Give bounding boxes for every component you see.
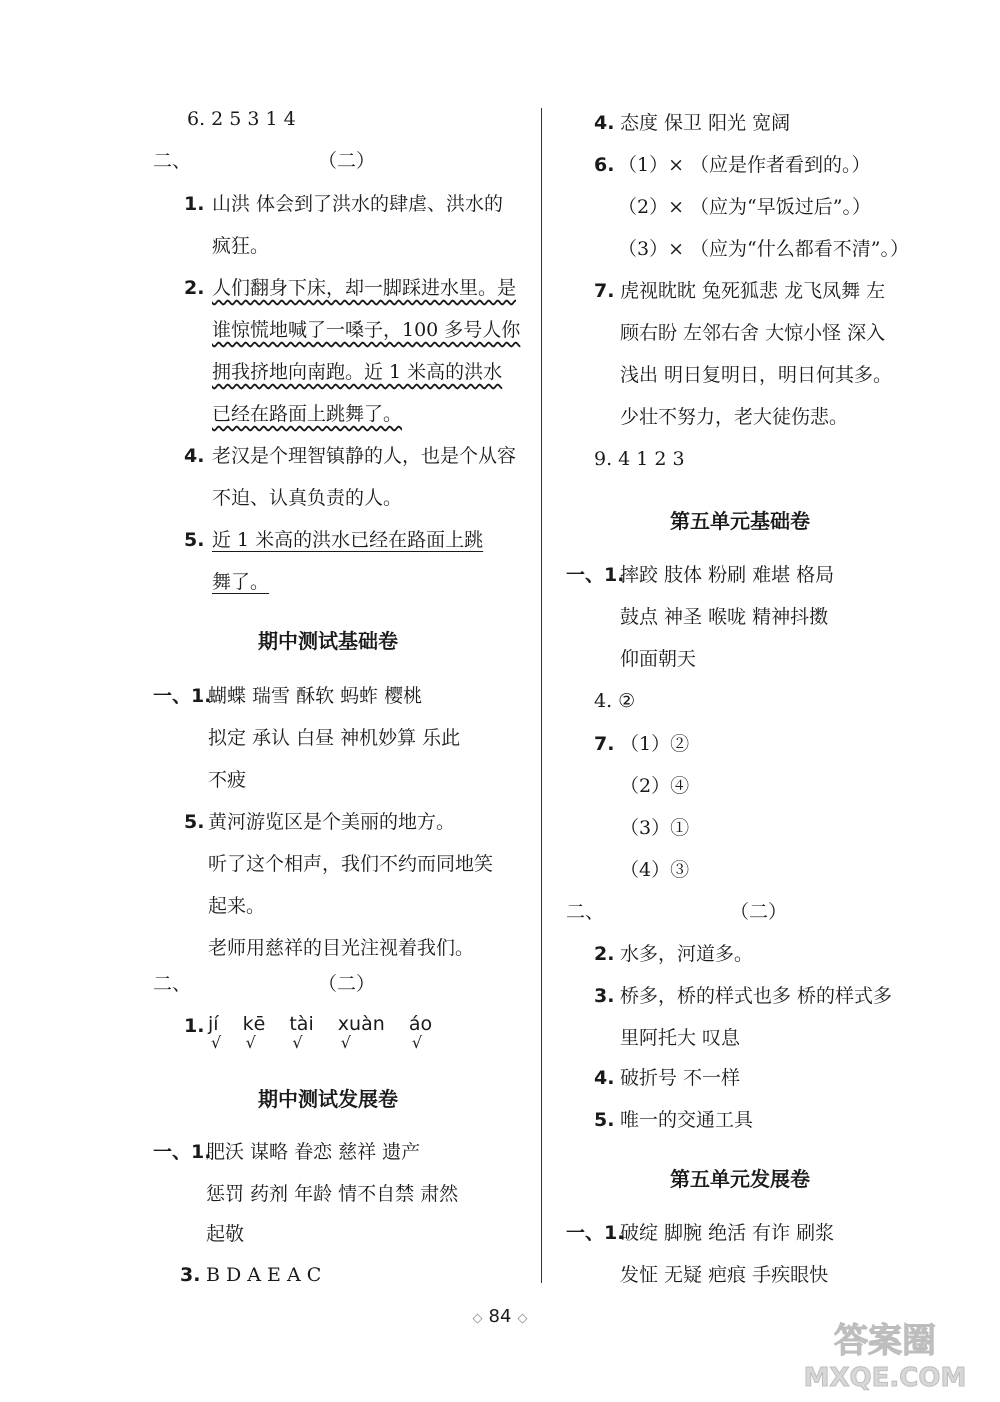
ub2-3-line-a: 桥多，桥的样式也多 桥的样式多 [620, 985, 893, 1007]
ud-number: 一、1. [566, 1222, 625, 1244]
mb5-line-a: 黄河游览区是个美丽的地方。 [208, 811, 456, 833]
section-2-sub: （二） [318, 150, 376, 172]
q1-line-a: 山洪 体会到了洪水的肆虐、洪水的 [212, 193, 504, 215]
r7-number: 7. [594, 280, 615, 302]
ub-line-b: 鼓点 神圣 喉咙 精神抖擞 [620, 606, 829, 628]
pinyin-item: áo √ [408, 1013, 433, 1052]
r6-line-a: （1）× （应是作者看到的。） [618, 154, 871, 176]
ub7-line-a: （1）② [620, 733, 690, 755]
ub2-2-line-a: 水多，河道多。 [620, 943, 754, 965]
midterm-dev-title: 期中测试发展卷 [258, 1087, 398, 1111]
md3-number: 3. [180, 1264, 201, 1286]
watermark-logo [780, 1310, 990, 1394]
ub7-number: 7. [594, 733, 615, 755]
ub-number: 一、1. [566, 564, 625, 586]
ub-line-a: 摔跤 肢体 粉刷 难堪 格局 [620, 564, 835, 586]
ub2-3-number: 3. [594, 985, 615, 1007]
q2-line-b: 谁惊慌地喊了一嗓子，100 多号人你 [212, 319, 521, 341]
ub2-sub: （二） [730, 901, 788, 923]
ornament-right-icon: ◇ [517, 1311, 528, 1326]
svg-text:MXQE.COM: MXQE.COM [803, 1363, 967, 1393]
q2-number: 2. [184, 277, 205, 299]
unit5-basic-title: 第五单元基础卷 [670, 509, 810, 533]
ub7-line-c: （3）① [620, 817, 690, 839]
check-icon: √ [211, 1033, 222, 1052]
md-number: 一、1. [153, 1141, 212, 1163]
column-divider [541, 108, 542, 1283]
ub2-4-line-a: 破折号 不一样 [620, 1067, 741, 1089]
ud-line-a: 破绽 脚腕 绝活 有诈 刷浆 [620, 1222, 835, 1244]
page-number: ◇ 84 ◇ [472, 1306, 528, 1327]
pinyin-item: jí √ [208, 1013, 222, 1052]
r6-line-c: （3）× （应为“什么都看不清”。） [618, 238, 909, 260]
q1-number: 1. [184, 193, 205, 215]
ub2-label: 二、 [566, 901, 605, 923]
r7-line-c: 浅出 明日复明日，明日何其多。 [620, 364, 893, 386]
q4-line-a: 老汉是个理智镇静的人，也是个从容 [212, 445, 517, 467]
md-line-b: 惩罚 药剂 年龄 情不自禁 肃然 [206, 1183, 459, 1205]
q5-line-b: 舞了。 [212, 571, 270, 593]
ornament-left-icon: ◇ [472, 1311, 483, 1326]
ub2-5-line-a: 唯一的交通工具 [620, 1109, 754, 1131]
md-line-a: 肥沃 谋略 眷恋 慈祥 遗产 [206, 1141, 421, 1163]
r4-number: 4. [594, 112, 615, 134]
r4-line-a: 态度 保卫 阳光 宽阔 [620, 112, 791, 134]
mb-number: 一、1. [153, 685, 212, 707]
section-2-label: 二、 [153, 150, 192, 172]
ub-line-c: 仰面朝天 [620, 648, 697, 670]
check-icon: √ [340, 1033, 351, 1052]
mb2-sub: （二） [318, 973, 376, 995]
ub7-line-b: （2）④ [620, 775, 690, 797]
pinyin-item: kē √ [242, 1013, 266, 1052]
pinyin-item: tài √ [289, 1013, 314, 1052]
pinyin-item: xuàn √ [337, 1013, 385, 1052]
ud-line-b: 发怔 无疑 疤痕 手疾眼快 [620, 1264, 829, 1286]
q4-line-b: 不迫、认真负责的人。 [212, 487, 403, 509]
ub2-2-number: 2. [594, 943, 615, 965]
pinyin-row [208, 1013, 450, 1052]
r9-answer: 9. 4 1 2 3 [594, 448, 685, 470]
q5-number: 5. [184, 529, 205, 551]
mb2-1-number: 1. [184, 1015, 205, 1037]
check-icon: √ [245, 1033, 256, 1052]
mb5-line-d: 老师用慈祥的目光注视着我们。 [208, 937, 475, 959]
r7-line-a: 虎视眈眈 兔死狐悲 龙飞凤舞 左 [620, 280, 886, 302]
r6-line-b: （2）× （应为“早饭过后”。） [618, 196, 871, 218]
mb5-number: 5. [184, 811, 205, 833]
mb5-line-b: 听了这个相声，我们不约而同地笑 [208, 853, 494, 875]
ub7-line-d: （4）③ [620, 859, 690, 881]
q1-line-b: 疯狂。 [212, 235, 270, 257]
md3-line-a: B D A E A C [206, 1264, 322, 1286]
ub4-answer: 4. ② [594, 690, 636, 712]
ub2-5-number: 5. [594, 1109, 615, 1131]
q5-line-a: 近 1 米高的洪水已经在路面上跳 [212, 529, 484, 551]
unit5-dev-title: 第五单元发展卷 [670, 1167, 810, 1191]
r7-line-d: 少壮不努力，老大徒伤悲。 [620, 406, 849, 428]
mb-line-a: 蝴蝶 瑞雪 酥软 蚂蚱 樱桃 [208, 685, 423, 707]
svg-text:答案圈: 答案圈 [834, 1321, 936, 1361]
r7-line-b: 顾右盼 左邻右舍 大惊小怪 深入 [620, 322, 886, 344]
midterm-basic-title: 期中测试基础卷 [258, 629, 398, 653]
answer-6: 6. 2 5 3 1 4 [187, 108, 296, 130]
q2-line-d: 已经在路面上跳舞了。 [212, 403, 403, 425]
check-icon: √ [411, 1033, 423, 1052]
check-icon: √ [292, 1033, 303, 1052]
mb-line-c: 不疲 [208, 769, 247, 791]
q2-line-a: 人们翻身下床，却一脚踩进水里。是 [212, 277, 517, 299]
r6-number: 6. [594, 154, 615, 176]
mb5-line-c: 起来。 [208, 895, 266, 917]
q2-line-c: 拥我挤地向南跑。近 1 米高的洪水 [212, 361, 503, 383]
q4-number: 4. [184, 445, 205, 467]
ub2-3-line-b: 里阿托大 叹息 [620, 1027, 741, 1049]
mb2-label: 二、 [153, 973, 192, 995]
ub2-4-number: 4. [594, 1067, 615, 1089]
md-line-c: 起敬 [206, 1223, 245, 1245]
mb-line-b: 拟定 承认 白昼 神机妙算 乐此 [208, 727, 461, 749]
